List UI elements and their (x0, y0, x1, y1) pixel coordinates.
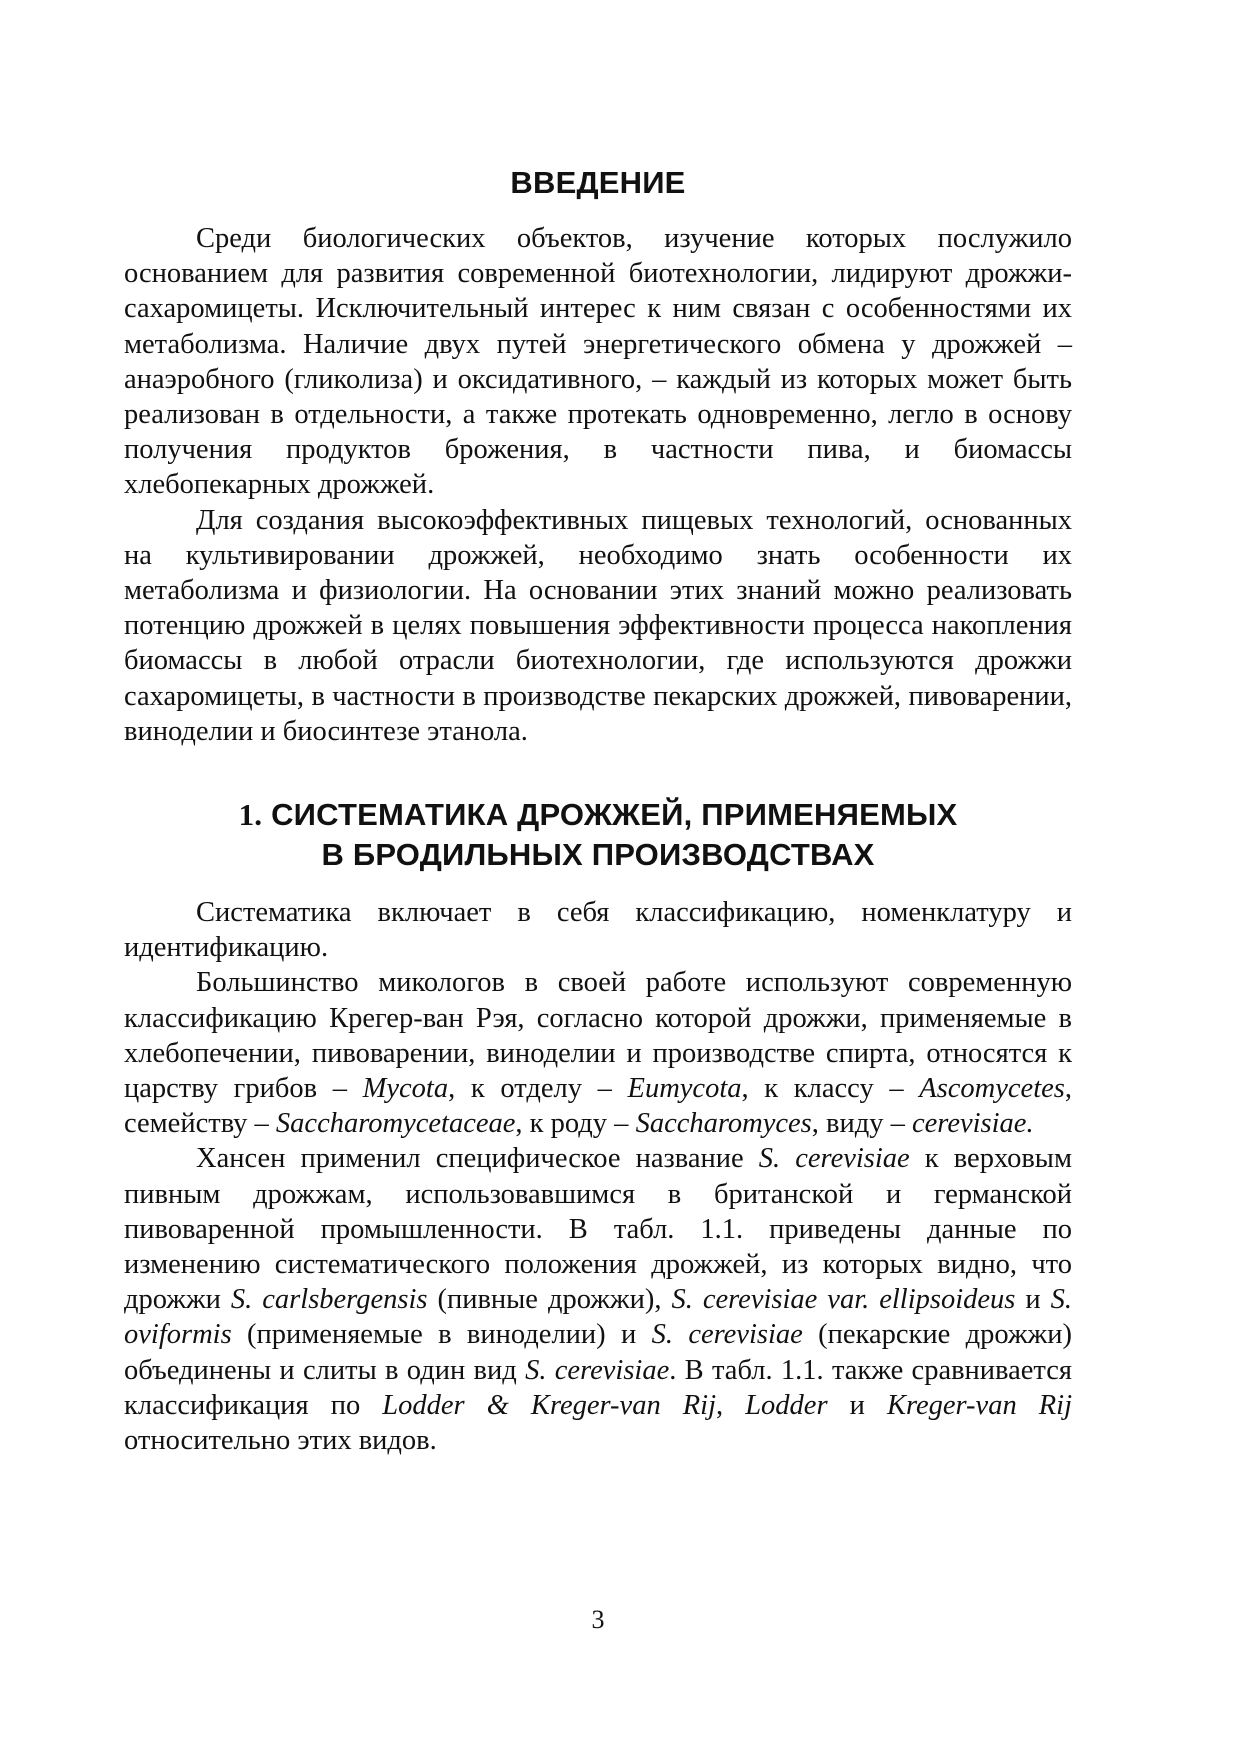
text-run: к верховым пивным дрожжам, использовавшимся в британской и германской пивоваренной промышленности. В табл. 1.1. приведены данные по изменению систематического положения дрожжей, из которых видно, что дрожжи (124, 1143, 1072, 1316)
page-number: 3 (591, 1605, 605, 1634)
text-run: . В табл. 1.1. также сравнивается классификация по (124, 1354, 1072, 1421)
intro-paragraph-1: Среди биологических объектов, изучение которых послужило основанием для развития современной биотехнологии, лидируют дрожжи-сахаромицеты. Исключительный интерес к ним связан с особенностями их метаболизма. Наличие двух путей энергетического обмена у дрожжей – анаэробного (гликолиза) и оксидативного, – каждый из которых может быть реализован в отдельности, а также протекать одновременно, легло в основу получения продуктов брожения, в частности пива, и биомассы хлебопекарных дрожжей. (124, 223, 1072, 501)
section-1-title-line-2: В БРОДИЛЬНЫХ ПРОИЗВОДСТВАХ (321, 837, 875, 872)
taxon-name: cerevisiae. (912, 1108, 1034, 1140)
text-run: (применяемые в виноделии) и (231, 1319, 652, 1351)
text-run: и (827, 1389, 887, 1421)
intro-body (124, 221, 1072, 749)
intro-heading: ВВЕДЕНИЕ (510, 165, 686, 200)
text-run: (пекарские дрожжи) объединены и слиты в один вид (124, 1319, 1072, 1386)
taxon-name: S. carlsbergensis (230, 1284, 428, 1316)
text-run: Большинство микологов в своей работе используют современную классификацию Крегер-ван Рэя, согласно которой дрожжи, применяемые в хлебопечении, пивоварении, виноделии и производстве спирта, относятся к царству грибов – (124, 967, 1072, 1105)
section-1-heading (124, 795, 1072, 875)
text-run: относительно этих видов. (124, 1425, 437, 1457)
author-name: Kreger-van Rij (886, 1389, 1073, 1421)
text-run: , семейству – (124, 1073, 1072, 1140)
section-1-heading-line-1 (124, 795, 1072, 835)
taxon-name: Saccharomyces (635, 1108, 812, 1140)
taxon-name: S. cerevisiae var. ellipsoideus (671, 1284, 1016, 1316)
section-1-paragraph-1: Систематика включает в себя классификацию, номенклатуру и идентификацию. (124, 897, 1072, 964)
text-run: (пивные дрожжи), (427, 1284, 672, 1316)
taxon-name: Mycota (362, 1073, 449, 1105)
section-1-paragraph-2 (124, 965, 1072, 1141)
text-run: , к классу – (741, 1073, 920, 1105)
intro-paragraph-2: Для создания высокоэффективных пищевых технологий, основанных на культивировании дрожжей, необходимо знать особенности их метаболизма и физиологии. На основании этих знаний можно реализовать потенцию дрожжей в целях повышения эффективности процесса накопления биомассы в любой отрасли биотехнологии, где используются дрожжи сахаромицеты, в частности в производстве пекарских дрожжей, пивоварении, виноделии и биосинтезе этанола. (124, 504, 1072, 747)
text-run: , виду – (811, 1108, 912, 1140)
text-run: Хансен применил специфическое название (196, 1143, 759, 1175)
text-run: , к отделу – (448, 1073, 628, 1105)
taxon-name: S. cerevisiae (525, 1354, 670, 1386)
section-1-number: 1. (238, 797, 263, 832)
taxon-name: S. cerevisiae (758, 1143, 910, 1175)
text-run: , к роду – (515, 1108, 636, 1140)
text-run: и (1015, 1284, 1051, 1316)
section-1-title-line-1: СИСТЕМАТИКА ДРОЖЖЕЙ, ПРИМЕНЯЕМЫХ (271, 797, 958, 832)
author-name: Lodder (745, 1389, 828, 1421)
taxon-name: Eumycota (627, 1073, 742, 1105)
taxon-name: S. oviformis (124, 1284, 1072, 1351)
taxon-name: Ascomycetes (919, 1073, 1065, 1105)
taxon-name: S. cerevisiae (651, 1319, 803, 1351)
text-run: , (716, 1389, 746, 1421)
author-name: Lodder & Kreger-van Rij (382, 1389, 716, 1421)
taxon-name: Saccharomycetaceae (275, 1108, 516, 1140)
section-1-body (124, 895, 1072, 1458)
section-1-paragraph-3 (124, 1141, 1072, 1458)
